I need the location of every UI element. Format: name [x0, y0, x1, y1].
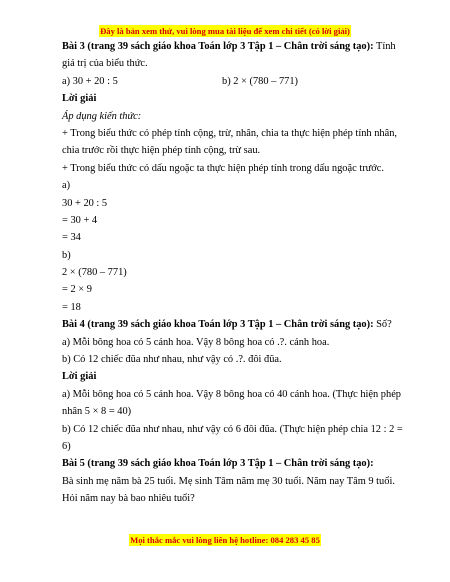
bai3-b-label: b): [62, 249, 71, 261]
bai3-expr-b: b) 2 × (780 – 771): [222, 75, 298, 87]
bai3-a-step: = 30 + 4: [62, 214, 98, 226]
bai5-text-cont: Hỏi năm nay bà bao nhiêu tuổi?: [62, 493, 195, 505]
hotline-banner: [0, 535, 450, 545]
bai3-a-step: 30 + 20 : 5: [62, 197, 108, 209]
bai3-title-line: [62, 38, 396, 55]
bai3-solution-heading: Lời giải: [62, 93, 97, 105]
preview-banner-text: Đây là bản xem thử, vui lòng mua tài liệu để xem chi tiết (có lời giải): [100, 26, 350, 36]
bai3-b-step: = 18: [62, 301, 81, 313]
hotline-banner-text: Mọi thắc mắc vui lòng liên hệ hotline: 084 283 45 85: [130, 535, 320, 545]
preview-banner: [0, 26, 450, 36]
bai4-answer-b: b) Có 12 chiếc đũa như nhau, như vậy có 6 đôi đũa. (Thực hiện phép chia 12 : 2 =: [62, 423, 403, 435]
bai4-answer-b-cont: 6): [62, 440, 71, 452]
bai3-prompt-cont: giá trị của biểu thức.: [62, 58, 148, 70]
document-body: [62, 38, 403, 508]
bai3-a-step: = 34: [62, 232, 81, 244]
bai3-rule1-cont: chia trước rồi thực hiện phép tính cộng, trừ sau.: [62, 145, 261, 157]
bai4-question-b: b) Có 12 chiếc đũa như nhau, như vậy có .?. đôi đũa.: [62, 354, 282, 366]
bai4-answer-a-cont: nhân 5 × 8 = 40): [62, 406, 132, 418]
bai4-title-line: [62, 316, 392, 333]
bai3-b-step: = 2 × 9: [62, 284, 92, 296]
bai3-prompt: Tính: [375, 41, 396, 52]
bai3-title: Bài 3 (trang 39 sách giáo khoa Toán lớp 3 Tập 1 – Chân trời sáng tạo):: [62, 41, 374, 52]
bai3-rule2: + Trong biểu thức có dấu ngoặc ta thực hiện phép tính trong dấu ngoặc trước.: [62, 162, 385, 174]
bai4-prompt: Số?: [376, 319, 392, 331]
bai5-title: Bài 5 (trang 39 sách giáo khoa Toán lớp 3 Tập 1 – Chân trời sáng tạo):: [62, 458, 374, 470]
bai3-b-step: 2 × (780 – 771): [62, 267, 127, 279]
bai3-knowledge: Áp dụng kiến thức:: [62, 110, 142, 122]
bai3-expr-a: a) 30 + 20 : 5: [62, 75, 118, 87]
bai3-expressions: [62, 73, 392, 90]
bai4-answer-a: a) Mỗi bông hoa có 5 cánh hoa. Vậy 8 bông hoa có 40 cánh hoa. (Thực hiện phép: [62, 388, 401, 400]
bai3-a-label: a): [62, 180, 71, 192]
bai4-question-a: a) Mỗi bông hoa có 5 cánh hoa. Vậy 8 bông hoa có .?. cánh hoa.: [62, 336, 330, 348]
bai4-solution-heading: Lời giải: [62, 371, 97, 383]
bai5-text: Bà sinh mẹ năm bà 25 tuổi. Mẹ sinh Tâm năm mẹ 30 tuổi. Năm nay Tâm 9 tuổi.: [62, 475, 395, 487]
bai3-rule1: + Trong biểu thức có phép tính cộng, trừ, nhân, chia ta thực hiện phép tính nhân,: [62, 127, 397, 139]
bai4-title: Bài 4 (trang 39 sách giáo khoa Toán lớp 3 Tập 1 – Chân trời sáng tạo):: [62, 319, 374, 331]
